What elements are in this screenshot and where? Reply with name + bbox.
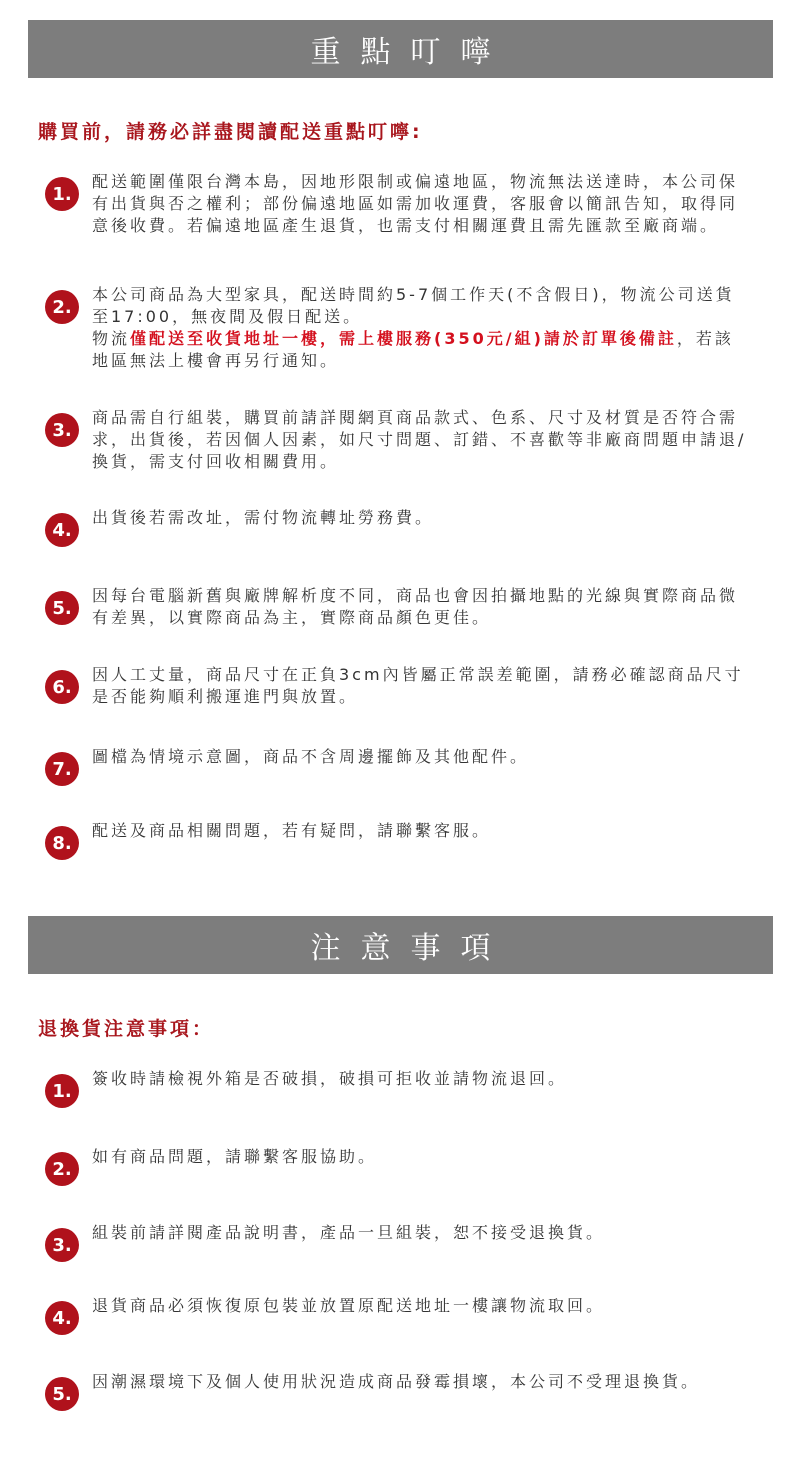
- item-text-part: 物流: [92, 329, 131, 348]
- number-badge: 3.: [45, 413, 79, 447]
- item-text: [92, 284, 752, 372]
- item-text: 因潮濕環境下及個人使用狀況造成商品發霉損壞，本公司不受理退換貨。: [92, 1372, 701, 1391]
- item-text: 配送及商品相關問題，若有疑問，請聯繫客服。: [92, 821, 492, 840]
- number-badge: 2.: [45, 290, 79, 324]
- number-badge: 1.: [45, 177, 79, 211]
- item-text: 因人工丈量，商品尺寸在正負3cm內皆屬正常誤差範圍，請務必確認商品尺寸是否能夠順利搬運進門與放置。: [92, 665, 744, 706]
- item-text: 簽收時請檢視外箱是否破損，破損可拒收並請物流退回。: [92, 1069, 568, 1088]
- number-badge: 6.: [45, 670, 79, 704]
- item-text: 因每台電腦新舊與廠牌解析度不同，商品也會因拍攝地點的光線與實際商品微有差異，以實際商品為主，實際商品顏色更佳。: [92, 586, 739, 627]
- banner-notices: 注意事項: [28, 916, 773, 974]
- number-badge: 4.: [45, 1301, 79, 1335]
- item-text-part: ，若該地區無法上樓會再另行通知。: [92, 329, 734, 370]
- item-text: 配送範圍僅限台灣本島，因地形限制或偏遠地區，物流無法送達時，本公司保有出貨與否之權利；部份偏遠地區如需加收運費，客服會以簡訊告知，取得同意後收費。若偏遠地區產生退貨，也需支付相關運費且需先匯款至廠商端。: [92, 172, 739, 235]
- number-badge: 5.: [45, 591, 79, 625]
- item-text-part: 本公司商品為大型家具，配送時間約5-7個工作天(不含假日)，物流公司送貨至17:00，無夜間及假日配送。: [92, 285, 735, 326]
- item-text: 商品需自行組裝，購買前請詳閱網頁商品款式、色系、尺寸及材質是否符合需求，出貨後，若因個人因素，如尺寸問題、訂錯、不喜歡等非廠商問題申請退/換貨，需支付回收相關費用。: [92, 408, 747, 471]
- item-text: 出貨後若需改址，需付物流轉址勞務費。: [92, 508, 435, 527]
- item-text: 如有商品問題，請聯繫客服協助。: [92, 1147, 378, 1166]
- section1-subtitle: 購買前，請務必詳盡閱讀配送重點叮嚀:: [38, 121, 423, 143]
- number-badge: 4.: [45, 513, 79, 547]
- number-badge: 8.: [45, 826, 79, 860]
- section2-subtitle: 退換貨注意事項：: [38, 1018, 215, 1040]
- number-badge: 3.: [45, 1228, 79, 1262]
- number-badge: 1.: [45, 1074, 79, 1108]
- item-text: 組裝前請詳閱產品說明書，產品一旦組裝，恕不接受退換貨。: [92, 1223, 606, 1242]
- number-badge: 2.: [45, 1152, 79, 1186]
- banner-important-notes: 重點叮嚀: [28, 20, 773, 78]
- number-badge: 5.: [45, 1377, 79, 1411]
- item-text: 圖檔為情境示意圖，商品不含周邊擺飾及其他配件。: [92, 747, 530, 766]
- highlight-text: 僅配送至收貨地址一樓，需上樓服務(350元/組)請於訂單後備註: [130, 329, 677, 348]
- item-text: 退貨商品必須恢復原包裝並放置原配送地址一樓讓物流取回。: [92, 1296, 606, 1315]
- number-badge: 7.: [45, 752, 79, 786]
